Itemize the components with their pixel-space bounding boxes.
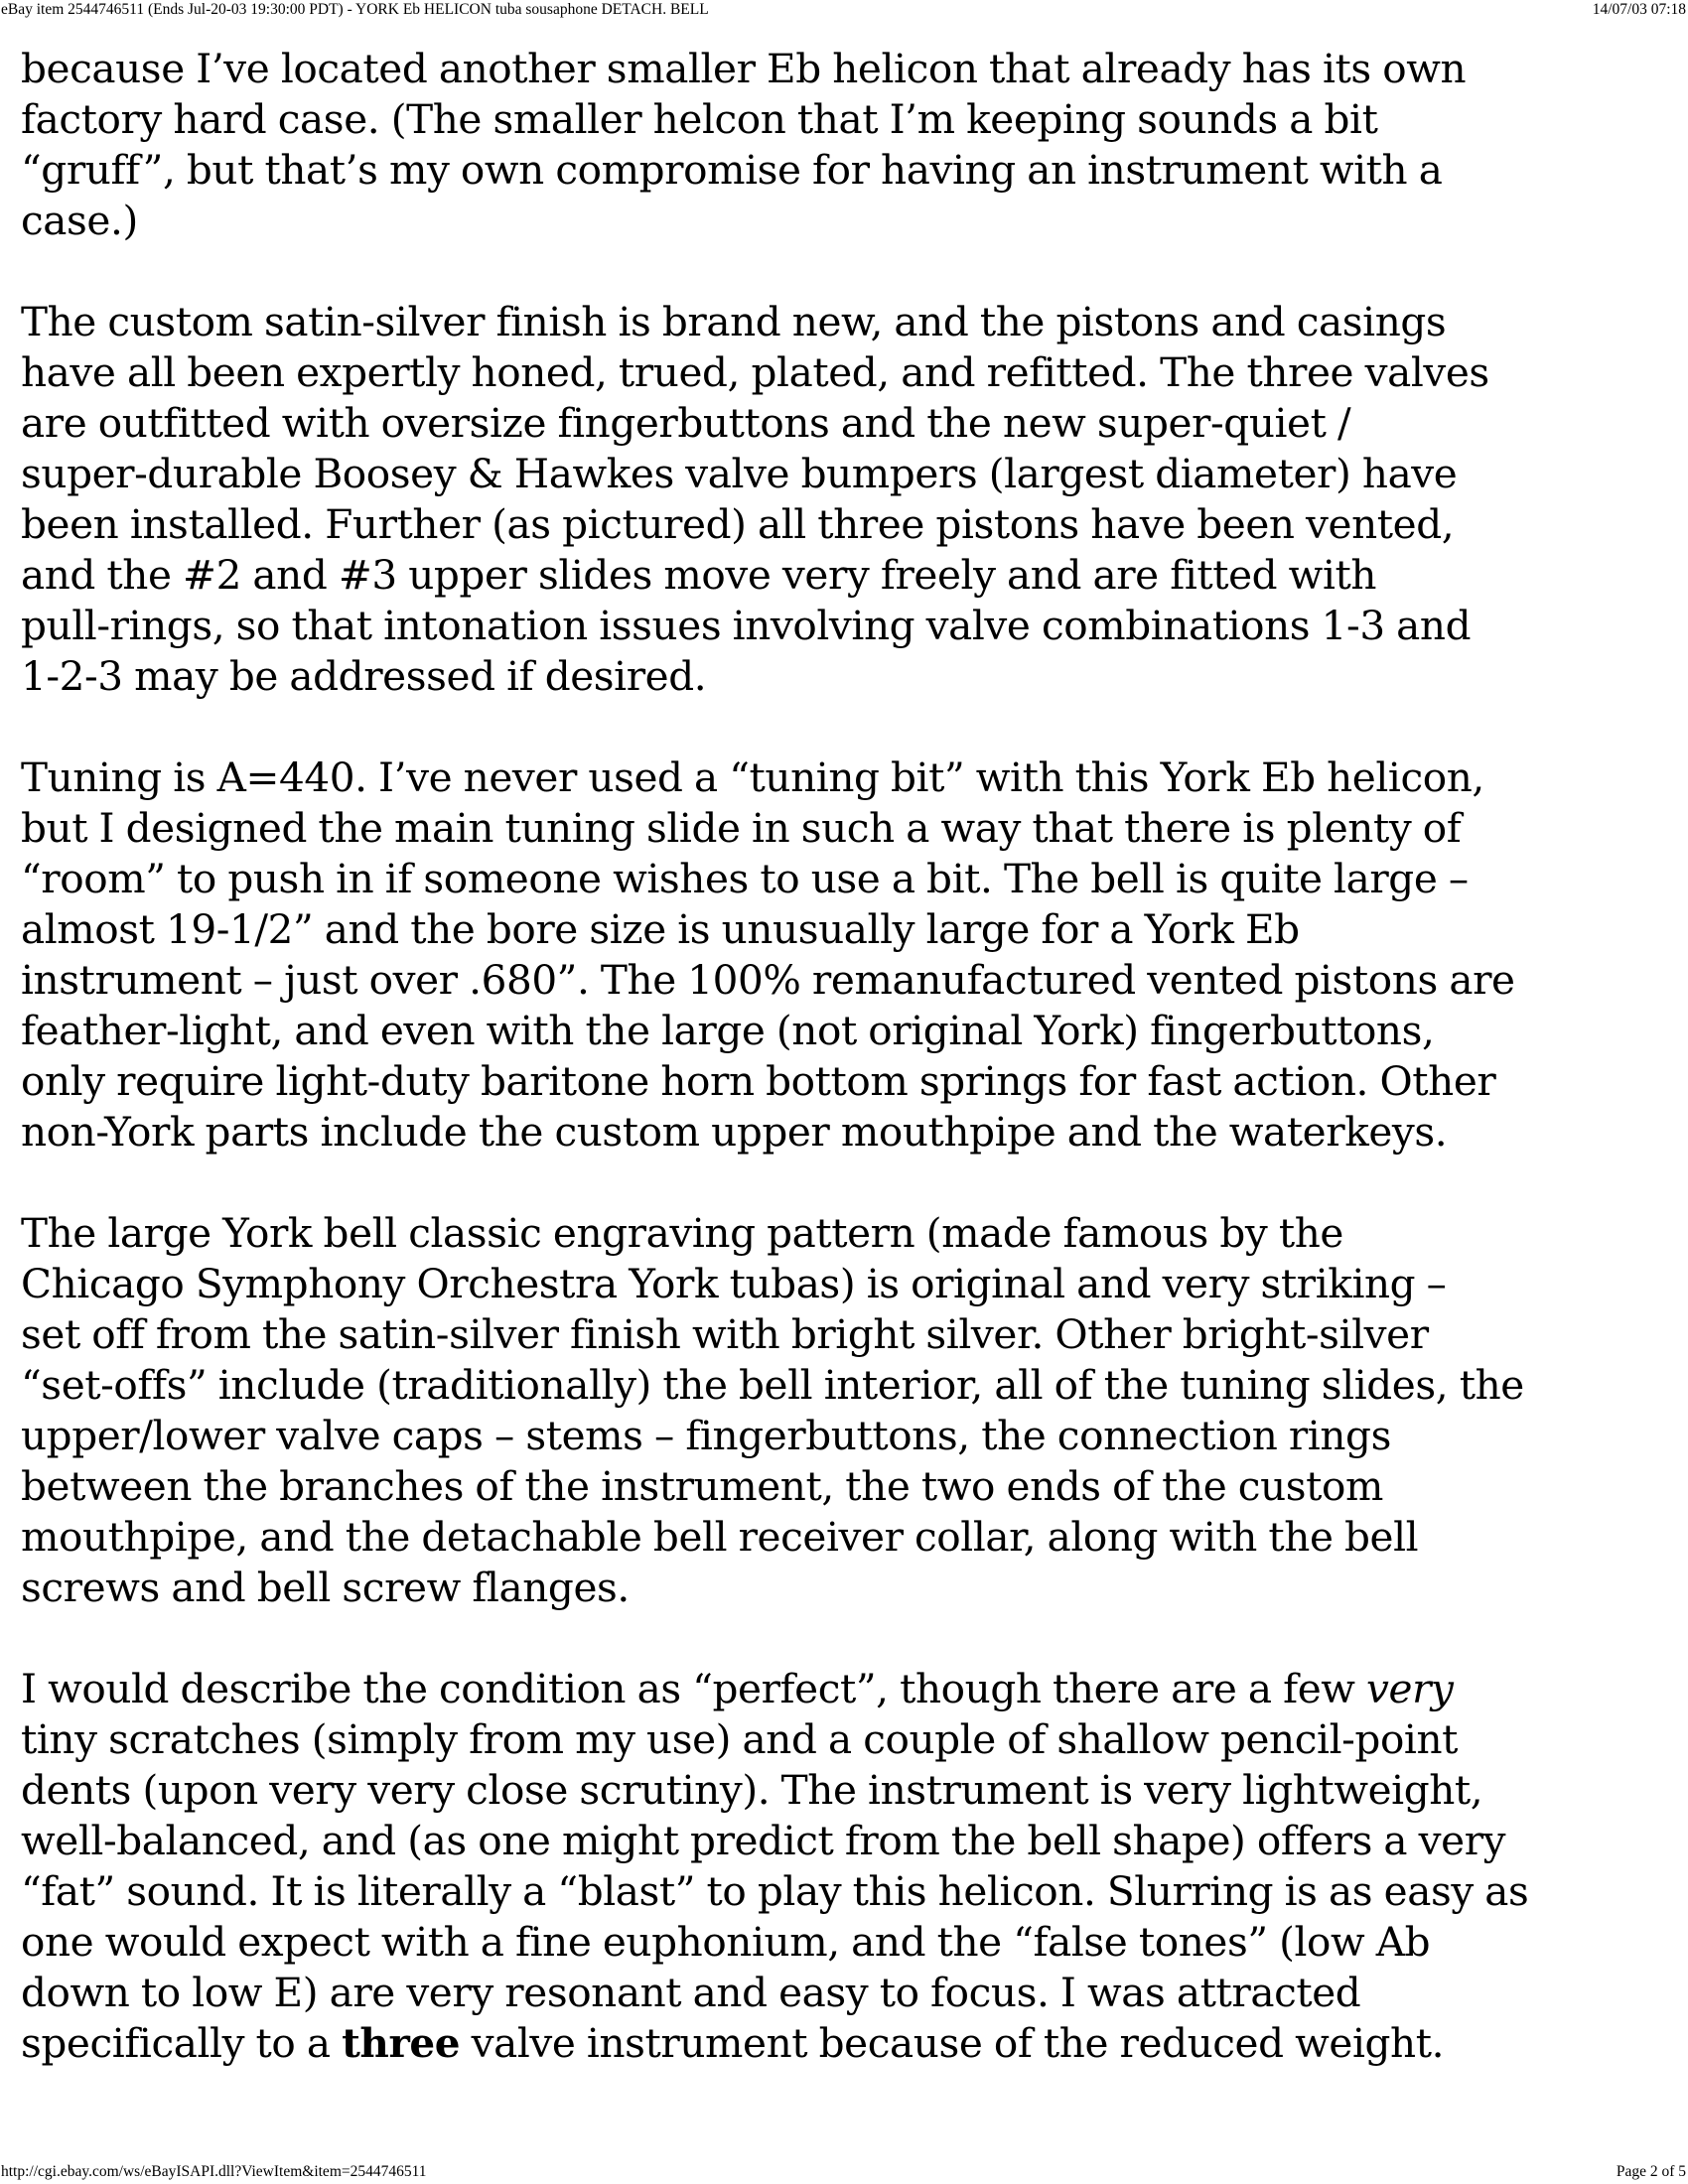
page-title: eBay item 2544746511 (Ends Jul-20-03 19:30:00 PDT) - YORK Eb HELICON tuba sousaphone DETACH. BELL xyxy=(1,1,709,18)
print-date: 14/07/03 07:18 xyxy=(1592,1,1686,18)
print-header xyxy=(0,0,1688,22)
text-line xyxy=(21,2018,1669,2069)
bold-three: three xyxy=(342,2019,461,2067)
text-line: because I’ve located another smaller Eb helicon that already has its own xyxy=(21,45,1467,92)
text-line: instrument – just over .680”. The 100% remanufactured vented pistons are xyxy=(21,956,1515,1004)
text-line: non-York parts include the custom upper mouthpipe and the waterkeys. xyxy=(21,1108,1448,1156)
text-line: one would expect with a fine euphonium, and the “false tones” (low Ab xyxy=(21,1918,1431,1966)
text-line: down to low E) are very resonant and easy to focus. I was attracted xyxy=(21,1969,1361,2016)
text-line: “gruff”, but that’s my own compromise for having an instrument with a xyxy=(21,146,1443,194)
emphasis-very: very xyxy=(1366,1665,1454,1712)
text-line: between the branches of the instrument, the two ends of the custom xyxy=(21,1462,1383,1510)
text-line: factory hard case. (The smaller helcon that I’m keeping sounds a bit xyxy=(21,95,1378,143)
text-line: upper/lower valve caps – stems – fingerbuttons, the connection rings xyxy=(21,1412,1391,1459)
text-line: and the #2 and #3 upper slides move very freely and are fitted with xyxy=(21,551,1377,599)
paragraph-case xyxy=(21,44,1669,246)
text-line: set off from the satin-silver finish with bright silver. Other bright-silver xyxy=(21,1310,1429,1358)
paragraph-tuning xyxy=(21,752,1669,1158)
text-line xyxy=(21,1664,1669,1714)
text-line: only require light-duty baritone horn bottom springs for fast action. Other xyxy=(21,1057,1496,1105)
text-line: case.) xyxy=(21,197,138,244)
text-run: I would describe the condition as “perfect”, though there are a few xyxy=(21,1665,1367,1712)
text-line: “fat” sound. It is literally a “blast” to play this helicon. Slurring is as easy as xyxy=(21,1867,1529,1915)
text-line: have all been expertly honed, trued, plated, and refitted. The three valves xyxy=(21,348,1489,396)
text-line: tiny scratches (simply from my use) and a couple of shallow pencil-point xyxy=(21,1715,1459,1763)
paragraph-finish xyxy=(21,297,1669,702)
text-line: Chicago Symphony Orchestra York tubas) is original and very striking – xyxy=(21,1260,1447,1307)
paragraph-condition xyxy=(21,1664,1669,2069)
text-run: specifically to a xyxy=(21,2019,343,2067)
text-line: mouthpipe, and the detachable bell receiver collar, along with the bell xyxy=(21,1513,1419,1561)
text-line: are outfitted with oversize fingerbuttons and the new super-quiet / xyxy=(21,399,1351,447)
text-line: feather-light, and even with the large (not original York) fingerbuttons, xyxy=(21,1007,1435,1054)
text-line: almost 19-1/2” and the bore size is unusually large for a York Eb xyxy=(21,905,1300,953)
page-url: http://cgi.ebay.com/ws/eBayISAPI.dll?ViewItem&item=2544746511 xyxy=(1,2163,427,2180)
text-line: The large York bell classic engraving pattern (made famous by the xyxy=(21,1209,1343,1257)
text-run: valve instrument because of the reduced weight. xyxy=(460,2019,1445,2067)
text-line: well-balanced, and (as one might predict from the bell shape) offers a very xyxy=(21,1817,1506,1864)
text-line: Tuning is A=440. I’ve never used a “tuning bit” with this York Eb helicon, xyxy=(21,753,1484,801)
text-line: “room” to push in if someone wishes to use a bit. The bell is quite large – xyxy=(21,855,1469,902)
text-line: super-durable Boosey & Hawkes valve bumpers (largest diameter) have xyxy=(21,450,1458,497)
text-line: pull-rings, so that intonation issues involving valve combinations 1-3 and xyxy=(21,602,1472,649)
text-line: dents (upon very very close scrutiny). The instrument is very lightweight, xyxy=(21,1766,1483,1814)
text-line: been installed. Further (as pictured) all three pistons have been vented, xyxy=(21,500,1455,548)
paragraph-engraving xyxy=(21,1208,1669,1613)
text-line: The custom satin-silver finish is brand new, and the pistons and casings xyxy=(21,298,1447,345)
page-number: Page 2 of 5 xyxy=(1616,2163,1686,2180)
item-description xyxy=(21,44,1669,2119)
text-line: “set-offs” include (traditionally) the bell interior, all of the tuning slides, the xyxy=(21,1361,1524,1409)
text-line: 1-2-3 may be addressed if desired. xyxy=(21,652,707,700)
text-line: screws and bell screw flanges. xyxy=(21,1564,630,1611)
print-footer xyxy=(0,2162,1688,2184)
text-line: but I designed the main tuning slide in such a way that there is plenty of xyxy=(21,804,1462,852)
